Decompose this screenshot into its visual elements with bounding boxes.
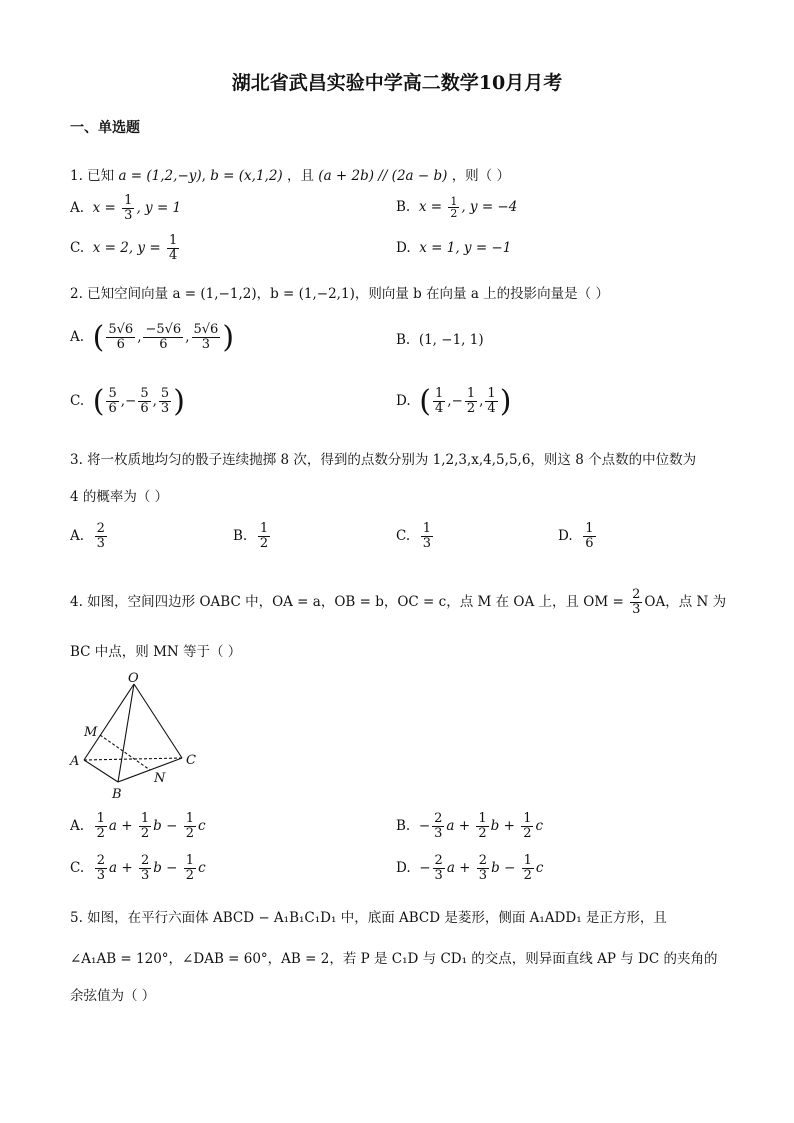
q3-stem-line2: 4 的概率为（ ）: [70, 489, 169, 505]
q3-option-a[interactable]: A. $\frac{2}{3}$: [70, 521, 105, 551]
q4-stem-line2: BC 中点，则 MN 等于（ ）: [70, 644, 242, 660]
label-a: A: [70, 754, 80, 769]
q4-option-c[interactable]: C. $\frac{2}{3}$ a + $\frac{2}{3}$ b − $\frac{1}{2}$ c: [70, 853, 206, 883]
q1-option-b[interactable]: B. x = $\frac{1}{2}$ , y = −4: [396, 195, 518, 220]
q2-option-d[interactable]: D. ( $\frac{1}{4}$ ,− $\frac{1}{2}$ , $\frac{1}{4}$ ): [396, 384, 512, 419]
q2-option-c[interactable]: C. ( $\frac{5}{6}$ ,− $\frac{5}{6}$ , $\frac{5}{3}$ ): [70, 384, 185, 419]
q5-stem-line2: ∠A₁AB = 120°，∠DAB = 60°，AB = 2，若 P 是 C₁D 与 CD₁ 的交点，则异面直线 AP 与 DC 的夹角的: [70, 951, 718, 967]
q5-stem-line1: 5. 如图，在平行六面体 ABCD − A₁B₁C₁D₁ 中，底面 ABCD 是菱形，侧面 A₁ADD₁ 是正方形，且: [70, 910, 667, 926]
label-c: C: [186, 753, 196, 768]
q2-option-b[interactable]: B. (1, −1, 1): [396, 332, 484, 348]
q1-option-c[interactable]: C. x = 2, y = $\frac{1}{4}$: [70, 233, 178, 263]
q3-stem-line1: 3. 将一枚质地均匀的骰子连续抛掷 8 次，得到的点数分别为 1,2,3,x,4,5,5,6，则这 8 个点数的中位数为: [70, 452, 697, 468]
tetrahedron-figure: [66, 670, 216, 802]
label-o: O: [128, 671, 139, 686]
edge-oc: [134, 684, 182, 758]
q4-option-b[interactable]: B. − $\frac{2}{3}$ a + $\frac{1}{2}$ b + $\frac{1}{2}$ c: [396, 811, 544, 841]
q4-stem-line1: 4. 如图，空间四边形 OABC 中，OA = a，OB = b，OC = c，点 M 在 OA 上，且 OM = $\frac{2}{3}$ OA，点 N 为: [70, 587, 727, 617]
q1-option-d[interactable]: D. x = 1, y = −1: [396, 240, 512, 256]
edge-ab: [84, 760, 118, 782]
edge-oa: [84, 684, 134, 760]
q3-option-b[interactable]: B. $\frac{1}{2}$: [233, 521, 269, 551]
q1-option-a[interactable]: A. x = $\frac{1}{3}$ , y = 1: [70, 193, 182, 223]
label-m: M: [84, 725, 98, 740]
q4-option-a[interactable]: A. $\frac{1}{2}$ a + $\frac{1}{2}$ b − $\frac{1}{2}$ c: [70, 811, 206, 841]
section-heading: 一、单选题: [70, 120, 140, 136]
q3-option-d[interactable]: D. $\frac{1}{6}$: [558, 521, 594, 551]
page-title: 湖北省武昌实验中学高二数学10月月考: [231, 72, 563, 94]
label-n: N: [154, 771, 166, 786]
q5-stem-line3: 余弦值为（ ）: [70, 988, 156, 1004]
q4-option-d[interactable]: D. − $\frac{2}{3}$ a + $\frac{2}{3}$ b − $\frac{1}{2}$ c: [396, 853, 544, 883]
label-b: B: [112, 787, 122, 802]
q2-stem: 2. 已知空间向量 a = (1,−1,2)，b = (1,−2,1)，则向量 b 在向量 a 上的投影向量是（ ）: [70, 286, 609, 302]
q2-option-a[interactable]: A. ( $\frac{5√6}{6}$ , $\frac{-5√6}{6}$ , $\frac{5√6}{3}$ ): [70, 320, 235, 355]
q1-stem: 1. 已知 a = (1,2,−y), b = (x,1,2) ，且 (a + 2b) // (2a − b) ，则（ ）: [70, 168, 510, 184]
q3-option-c[interactable]: C. $\frac{1}{3}$: [396, 521, 432, 551]
edge-ob: [118, 684, 134, 782]
